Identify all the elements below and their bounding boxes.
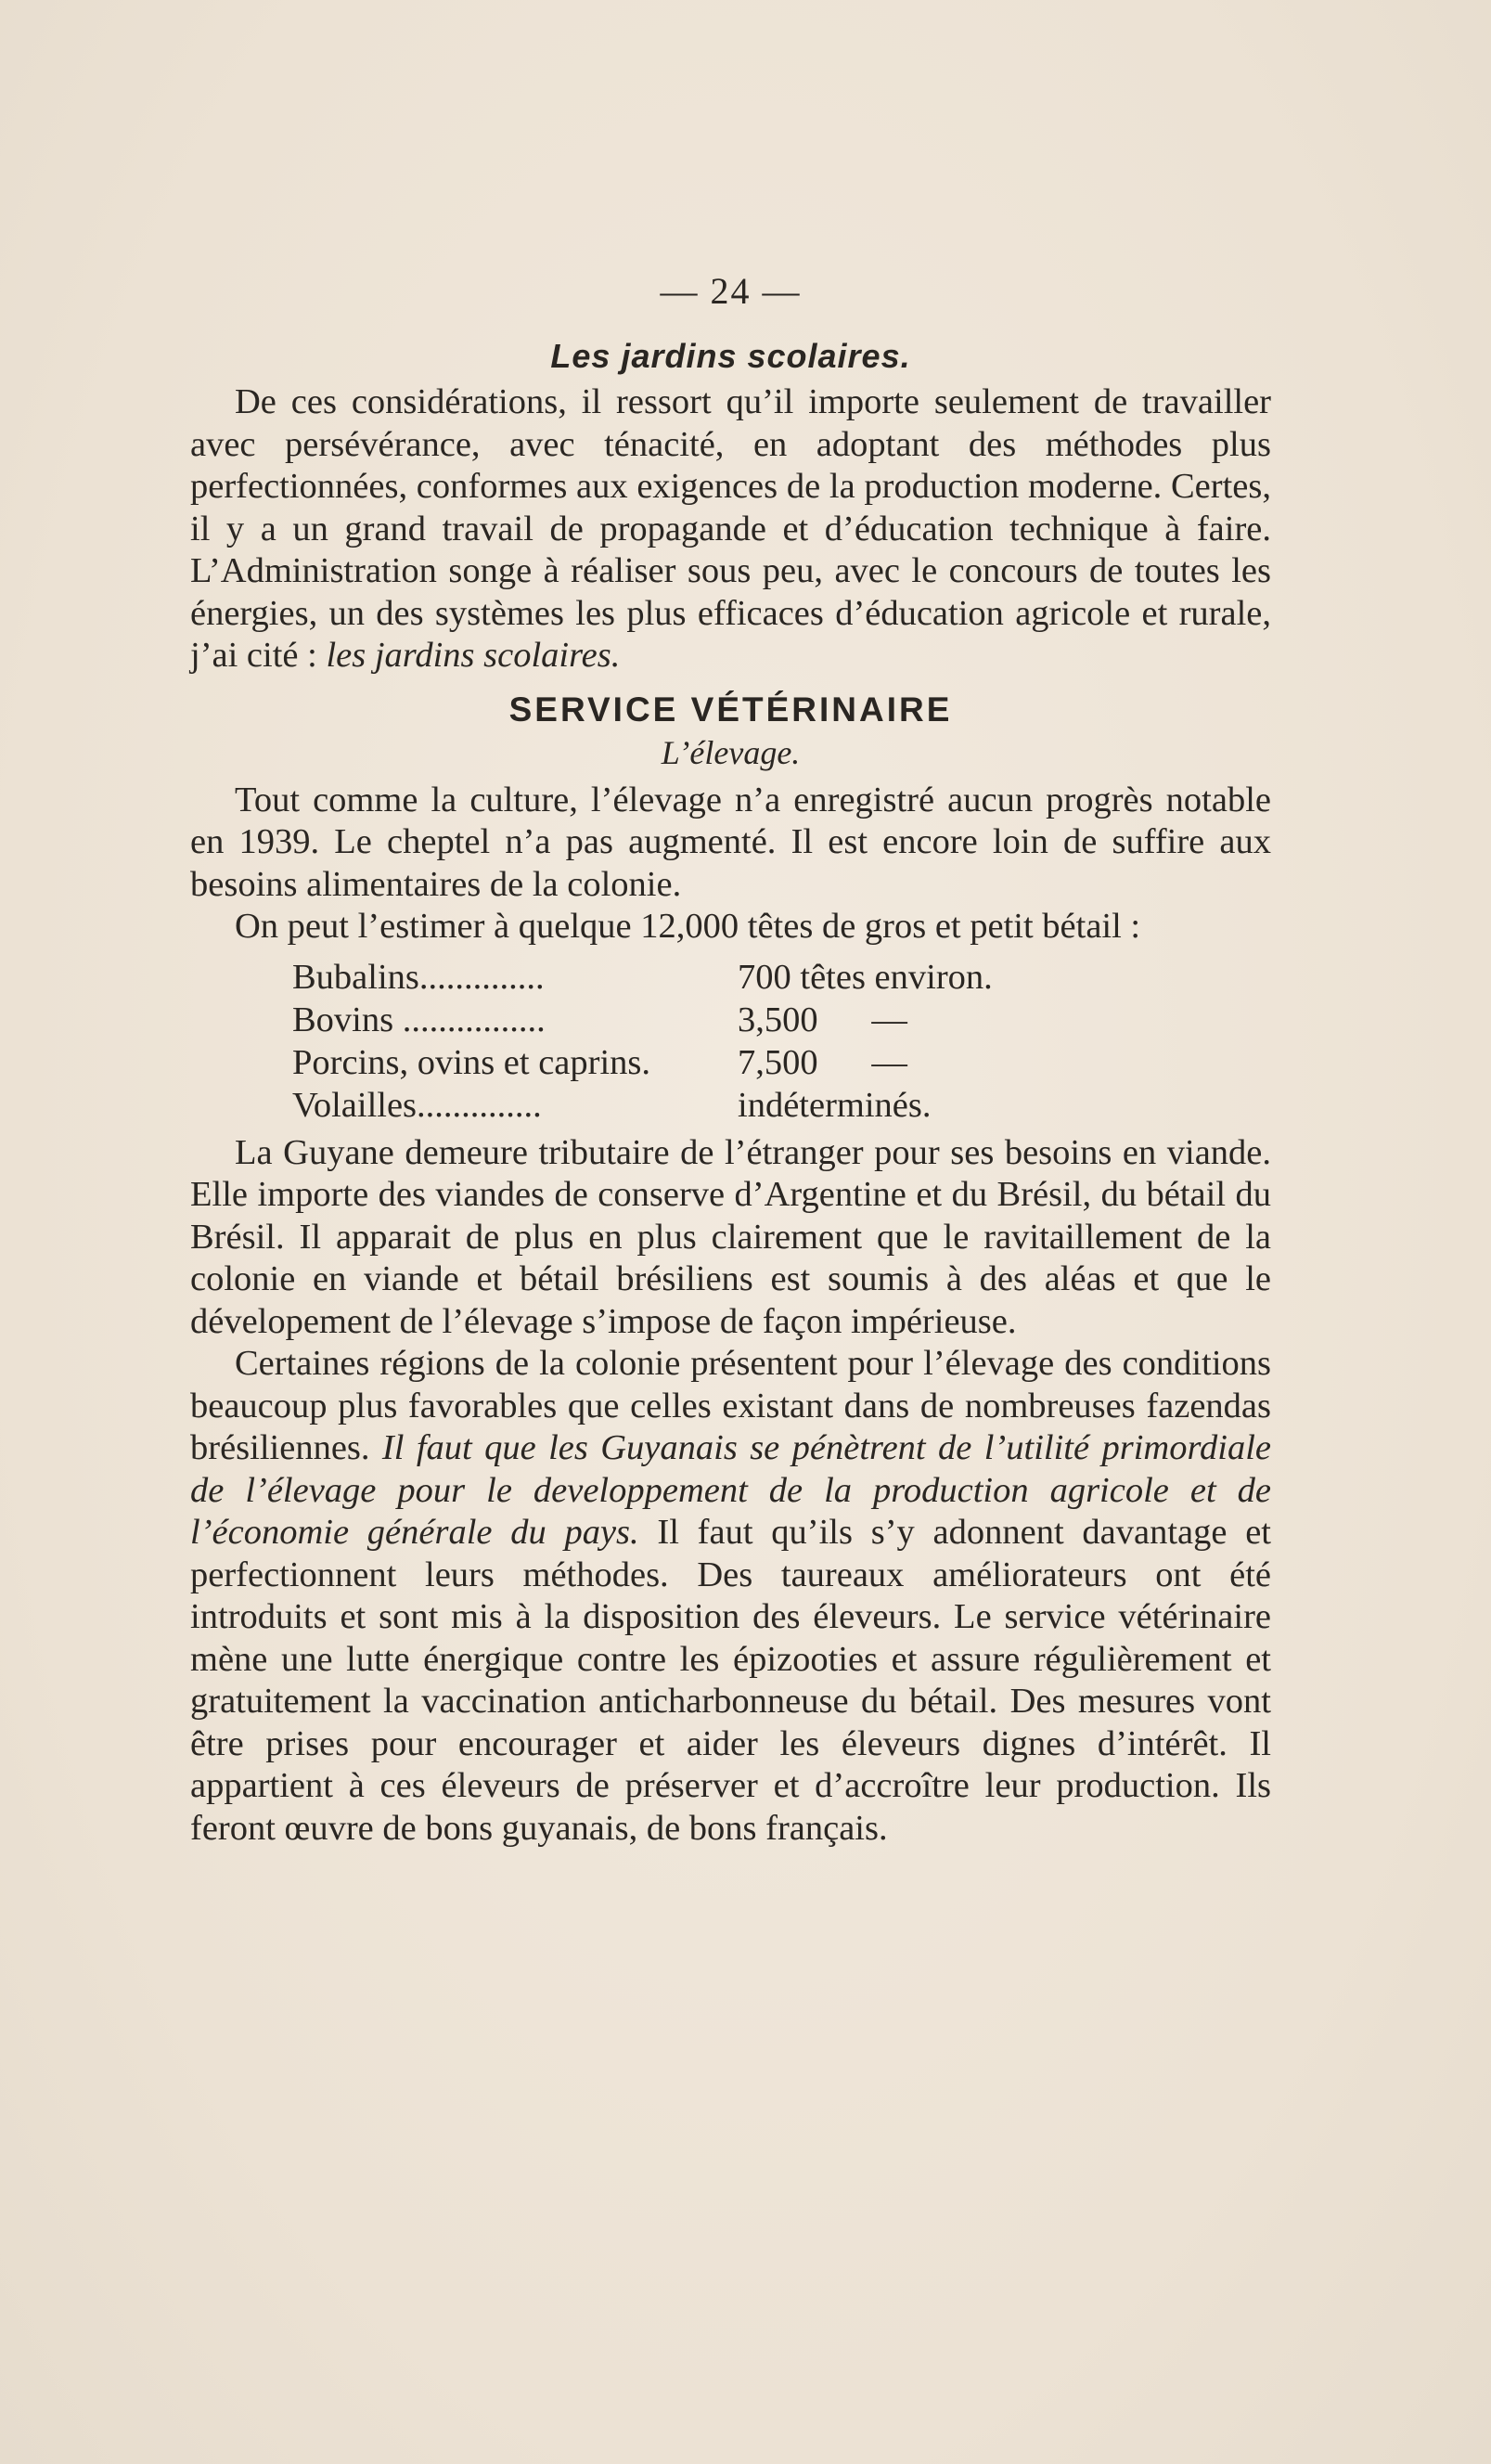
paragraph-elevage-4-italic: Il faut que les Guyanais se pénètrent de l’utilité primordiale de l’élevage pour le developpement de la production agricole et de l’économie générale du pays. bbox=[190, 1428, 1271, 1552]
text-column bbox=[190, 269, 1271, 1850]
livestock-name: Bovins ................ bbox=[292, 1000, 546, 1039]
livestock-name: Volailles.............. bbox=[292, 1085, 542, 1125]
paragraph-jardins-italic: les jardins scolaires. bbox=[326, 636, 621, 675]
livestock-value: 3,500 — bbox=[738, 1000, 907, 1039]
livestock-row bbox=[190, 956, 1271, 999]
livestock-name: Bubalins.............. bbox=[292, 957, 545, 997]
livestock-value: 700 têtes environ. bbox=[738, 957, 993, 997]
livestock-value: indéterminés. bbox=[738, 1085, 932, 1125]
livestock-name: Porcins, ovins et caprins. bbox=[292, 1042, 651, 1082]
section-title-veterinaire: SERVICE VÉTÉRINAIRE bbox=[508, 690, 953, 729]
livestock-row bbox=[190, 999, 1271, 1041]
paragraph-elevage-3: La Guyane demeure tributaire de l’étranger pour ses besoins en viande. Elle importe des viandes de conserve d’Argentine et du Brésil, du bétail du Brésil. Il apparait de plus en plus clairement que le ravitaillement de la colonie en viande et bétail brésiliens est soumis à des aléas et que le dévelopement de l’élevage s’impose de façon impérieuse. bbox=[190, 1132, 1271, 1341]
paragraph-elevage-4-text-a: Certaines régions de la colonie présentent pour l’élevage des conditions beaucoup plus favorables que celles existant dans de nombreuses fazendas brésiliennes. bbox=[190, 1344, 1271, 1467]
paragraph-jardins bbox=[190, 381, 1271, 677]
livestock-row bbox=[190, 1041, 1271, 1084]
paragraph-elevage-4 bbox=[190, 1343, 1271, 1850]
livestock-row bbox=[190, 1084, 1271, 1127]
page-number: — 24 — bbox=[660, 270, 802, 312]
livestock-value: 7,500 — bbox=[738, 1042, 907, 1082]
paragraph-jardins-text: De ces considérations, il ressort qu’il importe seulement de travailler avec persévérance, avec ténacité, en adoptant des méthodes plus perfectionnées, conformes aux exigences de la production moderne. Certes, il y a un grand travail de propagande et d’éducation technique à faire. L’Administration songe à réaliser sous peu, avec le concours de toutes les énergies, un des systèmes les plus efficaces d’éducation agricole et rurale, j’ai cité : bbox=[190, 382, 1271, 675]
paragraph-elevage-1: Tout comme la culture, l’élevage n’a enregistré aucun progrès notable en 1939. Le cheptel n’a pas augmenté. Il est encore loin de suffire aux besoins alimentaires de la colonie. bbox=[190, 780, 1271, 904]
paragraph-elevage-4-text-b: Il faut qu’ils s’y adonnent davantage et perfectionnent leurs méthodes. Des taureaux améliorateurs ont été introduits et sont mis à la disposition des éleveurs. Le service vétérinaire mène une lutte énergique contre les épizooties et assure régulièrement et gratuitement la vaccination anticharbonneuse du bétail. Des mesures vont être prises pour encourager et aider les éleveurs dignes d’intérêt. Il appartient à ces éleveurs de préserver et d’accroître leur production. Ils feront œuvre de bons guyanais, de bons français. bbox=[190, 1513, 1271, 1848]
paragraph-elevage-2: On peut l’estimer à quelque 12,000 têtes de gros et petit bétail : bbox=[235, 907, 1141, 946]
livestock-table bbox=[190, 956, 1271, 1127]
section-subtitle-elevage: L’élevage. bbox=[661, 733, 801, 771]
section-heading-jardins: Les jardins scolaires. bbox=[550, 337, 911, 375]
